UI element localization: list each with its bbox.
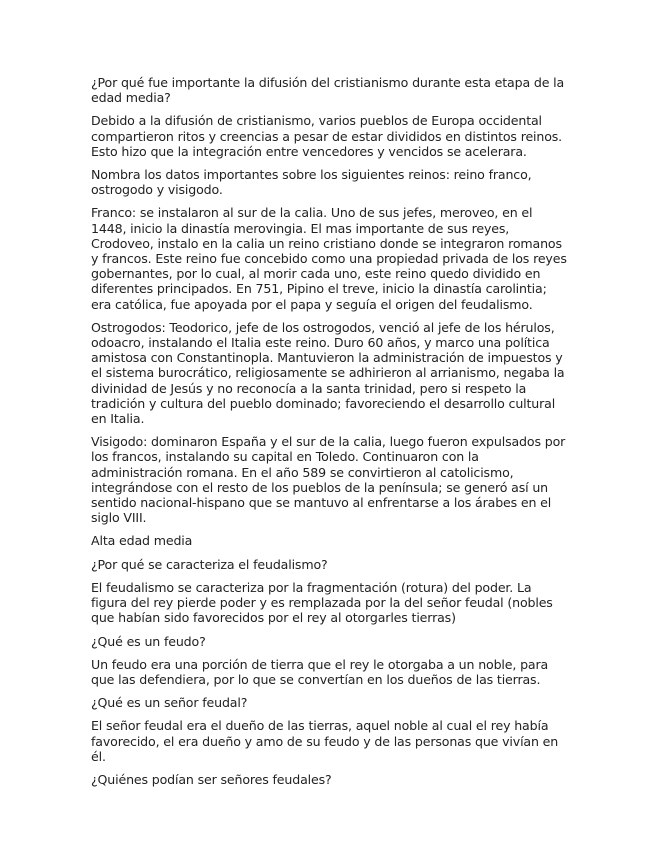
question-quienes-senores: ¿Quiénes podían ser señores feudales? (91, 771, 332, 787)
question-feudo: ¿Qué es un feudo? (91, 633, 206, 649)
answer-feudo: Un feudo era una porción de tierra que el rey le otorgaba a un noble, para que las defendiera, por lo que se convertían en los dueños de las tierras. (91, 656, 549, 687)
answer-senor-feudal: El señor feudal era el dueño de las tierras, aquel noble al cual el rey había favorecido, el era dueño y amo de su feudo y de las personas que vivían en él. (91, 718, 559, 764)
answer-feudalism: El feudalismo se caracteriza por la fragmentación (rotura) del poder. La figura del rey pierde poder y es remplazada por la del señor feudal (nobles que habían sido favorecidos por el rey al otorgarles tierras) (91, 579, 553, 626)
document-body (91, 75, 567, 795)
answer-visigodo: Visigodo: dominaron España y el sur de la calia, luego fueron expulsados por los francos, instalando su capital en Toledo. Continuaron con la administración romana. En el año 589 se convirtieron al catolicismo, integrándose con el resto de los pueblos de la península; se generó así un sentido nacional-hispano que se mantuvo al enfrentarse a los árabes en el siglo VIII. (91, 434, 566, 526)
question-feudalism: ¿Por qué se caracteriza el feudalismo? (91, 556, 328, 572)
answer-christianity: Debido a la difusión de cristianismo, varios pueblos de Europa occidental compartieron ritos y creencias a pesar de estar divididos en distintos reinos. Esto hizo que la integración entre vencedores y vencidos se acelerara. (91, 113, 563, 159)
answer-franco: Franco: se instalaron al sur de la calia. Uno de sus jefes, meroveo, en el 1448, inicio la dinastía merovingia. El mas importante de sus reyes, Crodoveo, instalo en la calia un reino cristiano donde se integraron romanos y francos. Este reino fue concebido como una propiedad privada de los reyes gobernantes, por lo cual, al morir cada uno, este reino quedo dividido en diferentes principados. En 751, Pipino el treve, inicio la dinastía carolintia; era católica, fue apoyada por el papa y seguía el origen del feudalismo. (91, 205, 567, 312)
question-christianity: ¿Por qué fue importante la difusión del cristianismo durante esta etapa de la edad media? (91, 75, 565, 106)
answer-ostrogodos: Ostrogodos: Teodorico, jefe de los ostrogodos, venció al jefe de los hérulos, odoacro, instalando el Italia este reino. Duro 60 años, y marco una política amistosa con Constantinopla. Mantuvieron la administración de impuestos y el sistema burocrático, religiosamente se adhirieron al arrianismo, negaba la divinidad de Jesús y no reconocía a la santa trinidad, pero si respeto la tradición y cultura del pueblo dominado; favoreciendo el desarrollo cultural en Italia. (91, 319, 565, 427)
question-senor-feudal: ¿Qué es un señor feudal? (91, 695, 248, 711)
section-heading-alta-edad-media: Alta edad media (91, 533, 193, 549)
question-kingdoms: Nombra los datos importantes sobre los siguientes reinos: reino franco, ostrogodo y visigodo. (91, 167, 532, 198)
